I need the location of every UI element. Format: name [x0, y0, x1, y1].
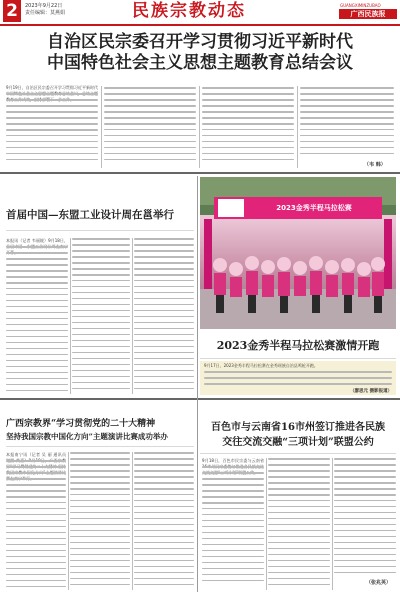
col-divider [70, 238, 71, 394]
baise-headline-line1: 百色市与云南省16市州签订推进各民族 [211, 422, 385, 433]
editor-line: 责任编辑：莫燕娟 [25, 10, 66, 16]
lead-col-3 [202, 87, 294, 168]
page-number: 2 [3, 0, 21, 22]
expo-col-3 [134, 238, 194, 394]
expo-headline-rule [6, 230, 194, 231]
col-divider [101, 86, 102, 168]
paper-logo: 广西民族报 [339, 9, 397, 19]
col-divider [199, 86, 200, 168]
section-rule [0, 398, 400, 400]
baise-body-first-line: 9月18日，百色市民宗委与云南省 [202, 458, 264, 463]
lead-col-2 [104, 87, 196, 168]
lead-byline: （韦 韩） [364, 162, 386, 168]
marathon-caption-lines [204, 371, 392, 387]
issue-date: 2023年9月22日 [25, 3, 63, 9]
expo-body-first-line: 本报讯（记者 韦丽媛）9月18日， [6, 238, 68, 243]
marathon-arch-banner: 2023金秀半程马拉松赛 [276, 204, 352, 212]
section-title: 民族宗教动态 [132, 1, 246, 21]
col-divider [132, 452, 133, 590]
lecture-body-first-line: 本报南宁讯（记者 吴 丽 通讯员 [6, 452, 66, 457]
lead-headline [0, 32, 400, 74]
baise-col-2 [268, 458, 330, 590]
masthead [0, 0, 400, 25]
lead-headline-line1: 自治区民宗委召开学习贯彻习近平新时代 [47, 32, 353, 52]
lecture-col-3 [134, 452, 194, 590]
col-divider [68, 452, 69, 590]
col-divider [297, 86, 298, 168]
paper-pinyin: GUANGXIMINZUBAO [340, 3, 381, 8]
baise-byline: （张兆英） [366, 580, 392, 586]
lecture-headline-line1: 广西宗教界“学习贯彻党的二十大精神 [6, 419, 156, 429]
baise-headline-rule [200, 453, 396, 454]
col-divider [266, 458, 267, 590]
lecture-col-1 [6, 460, 66, 590]
marathon-photo [200, 177, 396, 329]
page-divider [197, 176, 198, 592]
marathon-photo-illustration [200, 177, 396, 329]
lecture-headline-rule [6, 446, 194, 447]
marathon-byline: （廖思元 摄影报道） [350, 389, 393, 394]
expo-col-2 [72, 238, 130, 394]
masthead-rule [0, 24, 400, 26]
expo-headline: 首届中国—东盟工业设计周在邕举行 [6, 209, 174, 221]
marathon-headline: 2023金秀半程马拉松赛激情开跑 [216, 339, 380, 352]
col-divider [332, 458, 333, 590]
section-rule [0, 172, 400, 174]
expo-col-1 [6, 246, 68, 394]
baise-col-3 [334, 458, 396, 576]
baise-headline [200, 420, 396, 450]
marathon-caption-box [200, 361, 396, 395]
marathon-headline-rule [200, 358, 396, 359]
baise-col-1 [202, 466, 264, 590]
lead-body-first-line: 9月19日，自治区民宗委召开学习贯彻习近平新时代 [6, 85, 98, 90]
lead-col-1 [6, 93, 98, 168]
marathon-caption-first-line: 9月17日，2023金秀半程马拉松赛在金秀瑶族自治县鸣枪开跑。 [204, 363, 318, 368]
lead-col-4 [300, 87, 394, 162]
lecture-headline [6, 418, 194, 443]
col-divider [132, 238, 133, 394]
lecture-col-2 [70, 452, 130, 590]
lead-headline-line2: 中国特色社会主义思想主题教育总结会议 [47, 53, 353, 73]
baise-headline-line2: 交往交流交融“三项计划”联盟公约 [222, 437, 374, 448]
lecture-headline-line2: 坚持我国宗教中国化方向”主题演讲比赛成功举办 [6, 432, 168, 441]
